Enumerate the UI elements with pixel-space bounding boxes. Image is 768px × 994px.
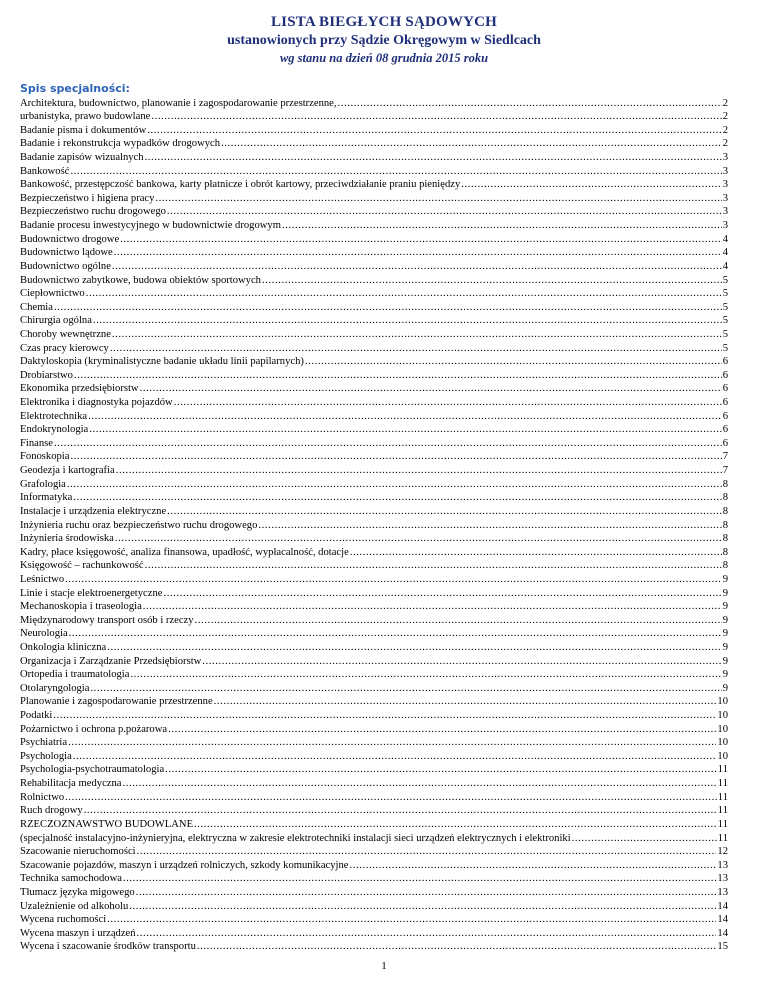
- toc-entry-label: Podatki: [20, 710, 53, 722]
- toc-entry-label: Księgowość – rachunkowość: [20, 560, 144, 572]
- toc-entry-label: Finanse: [20, 437, 53, 449]
- toc-entry-label: Elektrotechnika: [20, 410, 88, 422]
- toc-entry[interactable]: [20, 423, 728, 437]
- toc-dot-leader: [122, 777, 716, 790]
- toc-entry-label: Czas pracy kierowcy: [20, 342, 109, 354]
- toc-entry[interactable]: [20, 790, 728, 804]
- toc-dot-leader: [107, 913, 716, 926]
- toc-entry-page: 8: [722, 478, 728, 490]
- toc-entry-page: 5: [722, 301, 728, 313]
- toc-entry[interactable]: [20, 96, 728, 110]
- toc-dot-leader: [112, 328, 722, 341]
- table-of-contents: [20, 96, 728, 953]
- toc-entry[interactable]: [20, 858, 728, 872]
- toc-entry[interactable]: [20, 586, 728, 600]
- toc-entry-label: Uzależnienie od alkoholu: [20, 900, 129, 912]
- toc-entry-page: 5: [722, 288, 728, 300]
- toc-entry-label: Ciepłownictwo: [20, 288, 85, 300]
- toc-entry[interactable]: [20, 314, 728, 328]
- toc-dot-leader: [258, 519, 721, 532]
- toc-dot-leader: [107, 641, 722, 654]
- toc-entry-label: Grafologia: [20, 478, 66, 490]
- toc-dot-leader: [137, 845, 717, 858]
- toc-dot-leader: [69, 627, 722, 640]
- toc-entry-label: Ortopedia i traumatologia: [20, 669, 130, 681]
- toc-dot-leader: [115, 532, 722, 545]
- toc-dot-leader: [195, 614, 722, 627]
- toc-entry-page: 10: [717, 710, 728, 722]
- toc-entry-label: Instalacje i urządzenia elektryczne: [20, 505, 167, 517]
- toc-entry-page: 10: [717, 750, 728, 762]
- toc-entry-page: 11: [717, 818, 728, 830]
- toc-entry[interactable]: [20, 532, 728, 546]
- toc-entry-page: 5: [722, 342, 728, 354]
- toc-dot-leader: [67, 478, 722, 491]
- toc-entry[interactable]: [20, 572, 728, 586]
- toc-dot-leader: [168, 723, 716, 736]
- toc-dot-leader: [89, 423, 721, 436]
- toc-entry-label: urbanistyka, prawo budowlane: [20, 111, 151, 123]
- toc-dot-leader: [86, 287, 722, 300]
- toc-dot-leader: [197, 940, 717, 953]
- toc-entry-label: Bankowość, przestępczość bankowa, karty płatnicze i obrót kartowy, przeciwdziałanie praniu pieniędzy: [20, 179, 461, 191]
- toc-entry[interactable]: [20, 205, 728, 219]
- toc-dot-leader: [145, 151, 722, 164]
- toc-entry-page: 3: [722, 220, 728, 232]
- toc-entry-page: 8: [722, 560, 728, 572]
- toc-dot-leader: [202, 655, 721, 668]
- toc-entry[interactable]: [20, 872, 728, 886]
- toc-entry-label: Inżynieria ruchu oraz bezpieczeństwo ruchu drogowego: [20, 519, 258, 531]
- toc-dot-leader: [221, 137, 722, 150]
- toc-entry-page: 14: [717, 927, 728, 939]
- toc-entry-label: Psychologia-psychotraumatologia: [20, 764, 165, 776]
- toc-entry[interactable]: [20, 817, 728, 831]
- toc-entry[interactable]: [20, 164, 728, 178]
- toc-entry[interactable]: [20, 355, 728, 369]
- toc-dot-leader: [147, 124, 721, 137]
- toc-dot-leader: [65, 791, 717, 804]
- toc-entry[interactable]: [20, 341, 728, 355]
- toc-dot-leader: [110, 342, 722, 355]
- toc-entry-page: 11: [717, 791, 728, 803]
- toc-entry[interactable]: [20, 681, 728, 695]
- toc-entry-page: 3: [722, 152, 728, 164]
- toc-dot-leader: [572, 832, 717, 845]
- toc-entry-page: 12: [717, 846, 728, 858]
- toc-entry[interactable]: [20, 763, 728, 777]
- toc-entry[interactable]: [20, 327, 728, 341]
- toc-entry-page: 2: [722, 138, 728, 150]
- toc-entry-label: Rehabilitacja medyczna: [20, 778, 122, 790]
- toc-entry-page: 3: [722, 192, 728, 204]
- toc-entry-label: Wycena i szacowanie środków transportu: [20, 941, 196, 953]
- toc-entry-label: Badanie i rekonstrukcja wypadków drogowych: [20, 138, 221, 150]
- toc-entry-label: Badanie zapisów wizualnych: [20, 152, 144, 164]
- toc-dot-leader: [262, 274, 722, 287]
- toc-entry[interactable]: [20, 246, 728, 260]
- toc-entry-label: Technika samochodowa: [20, 873, 122, 885]
- toc-dot-leader: [282, 219, 722, 232]
- toc-entry[interactable]: [20, 191, 728, 205]
- toc-entry-page: 10: [717, 737, 728, 749]
- toc-entry-label: Drobiarstwo: [20, 369, 73, 381]
- toc-dot-leader: [53, 709, 716, 722]
- toc-entry[interactable]: [20, 368, 728, 382]
- toc-entry-label: Badanie procesu inwestycyjnego w budownictwie drogowym: [20, 220, 281, 232]
- toc-entry[interactable]: [20, 654, 728, 668]
- toc-entry-page: 8: [722, 505, 728, 517]
- toc-dot-leader: [54, 301, 722, 314]
- toc-entry[interactable]: [20, 300, 728, 314]
- toc-entry-label: Organizacja i Zarządzanie Przedsiębiorstw: [20, 655, 202, 667]
- toc-entry-label: Bezpieczeństwo i higiena pracy: [20, 192, 155, 204]
- toc-entry-page: 2: [722, 97, 728, 109]
- document-date-line: wg stanu na dzień 08 grudnia 2015 roku: [279, 51, 489, 65]
- toc-entry-label: Rolnictwo: [20, 791, 65, 803]
- toc-entry-page: 8: [722, 492, 728, 504]
- toc-entry[interactable]: [20, 804, 728, 818]
- toc-dot-leader: [123, 872, 716, 885]
- toc-entry[interactable]: [20, 463, 728, 477]
- toc-entry-page: 11: [717, 805, 728, 817]
- toc-entry-page: 3: [722, 206, 728, 218]
- toc-entry-label: Chirurgia ogólna: [20, 315, 92, 327]
- toc-entry[interactable]: [20, 708, 728, 722]
- toc-entry-page: 13: [717, 886, 728, 898]
- toc-entry-page: 5: [722, 315, 728, 327]
- toc-entry-page: 9: [722, 628, 728, 640]
- toc-dot-leader: [151, 110, 721, 123]
- toc-heading: Spis specjalności:: [20, 82, 130, 95]
- toc-entry-label: Budownictwo ogólne: [20, 260, 111, 272]
- toc-dot-leader: [338, 97, 722, 110]
- toc-entry-label: Tłumacz języka migowego: [20, 886, 135, 898]
- toc-entry[interactable]: [20, 913, 728, 927]
- toc-entry[interactable]: [20, 395, 728, 409]
- toc-entry[interactable]: [20, 749, 728, 763]
- toc-dot-leader: [214, 695, 717, 708]
- toc-entry-page: 8: [722, 519, 728, 531]
- toc-entry-label: Architektura, budownictwo, planowanie i zagospodarowanie przestrzenne,: [20, 97, 337, 109]
- toc-entry-page: 9: [722, 669, 728, 681]
- toc-entry-label: Daktyloskopia (kryminalistyczne badanie układu linii papilarnych): [20, 356, 304, 368]
- toc-entry[interactable]: [20, 110, 728, 124]
- toc-dot-leader: [73, 750, 717, 763]
- toc-entry-label: Linie i stacje elektroenergetyczne: [20, 587, 163, 599]
- toc-entry-label: Geodezja i kartografia: [20, 465, 115, 477]
- toc-entry[interactable]: [20, 940, 728, 954]
- toc-entry[interactable]: [20, 218, 728, 232]
- toc-entry-page: 4: [722, 260, 728, 272]
- toc-entry-page: 6: [722, 437, 728, 449]
- toc-dot-leader: [93, 314, 722, 327]
- toc-dot-leader: [155, 192, 721, 205]
- toc-entry[interactable]: [20, 831, 728, 845]
- toc-entry-label: Onkologia kliniczna: [20, 641, 107, 653]
- toc-entry-page: 6: [722, 356, 728, 368]
- toc-dot-leader: [65, 573, 722, 586]
- toc-dot-leader: [129, 900, 716, 913]
- toc-entry[interactable]: [20, 736, 728, 750]
- toc-dot-leader: [194, 818, 717, 831]
- toc-entry-label: Psychologia: [20, 750, 72, 762]
- toc-dot-leader: [137, 927, 717, 940]
- toc-entry-label: Pożarnictwo i ochrona p.pożarowa: [20, 723, 168, 735]
- toc-entry-label: Szacowanie pojazdów, maszyn i urządzeń rolniczych, szkody komunikacyjne: [20, 859, 349, 871]
- toc-entry[interactable]: [20, 545, 728, 559]
- toc-entry-label: Ekonomika przedsiębiorstw: [20, 383, 139, 395]
- toc-entry-label: Neurologia: [20, 628, 68, 640]
- toc-entry-page: 6: [722, 410, 728, 422]
- toc-dot-leader: [350, 546, 722, 559]
- toc-entry-page: 9: [722, 655, 728, 667]
- toc-entry[interactable]: [20, 722, 728, 736]
- toc-dot-leader: [68, 736, 716, 749]
- toc-dot-leader: [112, 260, 722, 273]
- document-title: LISTA BIEGŁYCH SĄDOWYCH: [270, 14, 498, 30]
- toc-entry[interactable]: [20, 776, 728, 790]
- toc-entry-page: 7: [722, 465, 728, 477]
- toc-entry-page: 9: [722, 587, 728, 599]
- toc-entry-label: Elektronika i diagnostyka pojazdów: [20, 397, 173, 409]
- toc-dot-leader: [167, 205, 722, 218]
- toc-entry-label: Międzynarodowy transport osób i rzeczy: [20, 614, 194, 626]
- toc-dot-leader: [114, 246, 722, 259]
- toc-dot-leader: [461, 178, 721, 191]
- toc-entry-page: 9: [722, 601, 728, 613]
- toc-entry-label: Psychiatria: [20, 737, 68, 749]
- toc-entry-label: Budownictwo lądowe: [20, 247, 113, 259]
- toc-entry-page: 3: [722, 165, 728, 177]
- toc-dot-leader: [163, 587, 721, 600]
- toc-entry-label: Leśnictwo: [20, 573, 65, 585]
- toc-entry[interactable]: [20, 504, 728, 518]
- toc-entry[interactable]: [20, 695, 728, 709]
- toc-dot-leader: [120, 233, 722, 246]
- toc-entry[interactable]: [20, 178, 728, 192]
- toc-entry-label: (specjalność instalacyjno-inżynieryjna, elektryczna w zakresie elektrotechniki instalacji sieci urządzeń elektrycznych i elektroniki: [20, 832, 571, 844]
- toc-entry[interactable]: [20, 123, 728, 137]
- toc-entry-label: Choroby wewnętrzne: [20, 328, 111, 340]
- toc-entry-page: 2: [722, 124, 728, 136]
- toc-entry-page: 7: [722, 451, 728, 463]
- toc-entry-label: Fonoskopia: [20, 451, 70, 463]
- toc-entry-page: 3: [722, 179, 728, 191]
- toc-dot-leader: [88, 410, 722, 423]
- toc-entry-label: Budownictwo drogowe: [20, 233, 120, 245]
- toc-entry-page: 14: [717, 900, 728, 912]
- toc-dot-leader: [70, 450, 721, 463]
- toc-entry[interactable]: [20, 409, 728, 423]
- toc-entry-page: 15: [717, 941, 728, 953]
- toc-entry-page: 11: [717, 778, 728, 790]
- toc-dot-leader: [74, 369, 722, 382]
- toc-entry-page: 8: [722, 546, 728, 558]
- toc-entry-page: 10: [717, 696, 728, 708]
- toc-dot-leader: [349, 859, 716, 872]
- toc-dot-leader: [70, 165, 721, 178]
- toc-dot-leader: [167, 505, 722, 518]
- toc-dot-leader: [136, 886, 717, 899]
- toc-entry-page: 6: [722, 369, 728, 381]
- toc-entry-page: 5: [722, 274, 728, 286]
- toc-entry[interactable]: [20, 273, 728, 287]
- toc-entry[interactable]: [20, 559, 728, 573]
- toc-dot-leader: [305, 355, 722, 368]
- toc-entry-page: 14: [717, 914, 728, 926]
- toc-entry-label: Bezpieczeństwo ruchu drogowego: [20, 206, 166, 218]
- toc-entry[interactable]: [20, 613, 728, 627]
- toc-entry-page: 11: [717, 832, 728, 844]
- toc-entry-page: 13: [717, 859, 728, 871]
- toc-entry-label: Szacowanie nieruchomości: [20, 846, 136, 858]
- toc-entry-page: 13: [717, 873, 728, 885]
- toc-entry-label: Ruch drogowy: [20, 805, 83, 817]
- toc-entry-label: Wycena maszyn i urządzeń: [20, 927, 136, 939]
- toc-entry-page: 9: [722, 573, 728, 585]
- toc-entry-label: Wycena ruchomości: [20, 914, 107, 926]
- toc-entry-page: 5: [722, 328, 728, 340]
- toc-entry[interactable]: [20, 477, 728, 491]
- toc-entry-page: 6: [722, 397, 728, 409]
- toc-entry[interactable]: [20, 640, 728, 654]
- toc-entry[interactable]: [20, 382, 728, 396]
- page-number: 1: [381, 960, 387, 972]
- toc-entry[interactable]: [20, 259, 728, 273]
- toc-entry[interactable]: [20, 518, 728, 532]
- toc-dot-leader: [143, 600, 722, 613]
- toc-entry-label: Bankowość: [20, 165, 70, 177]
- toc-entry-label: Endokrynologia: [20, 424, 89, 436]
- toc-dot-leader: [54, 437, 722, 450]
- toc-entry[interactable]: [20, 150, 728, 164]
- toc-entry[interactable]: [20, 137, 728, 151]
- toc-entry[interactable]: [20, 899, 728, 913]
- toc-entry-label: Mechanoskopia i traseologia: [20, 601, 142, 613]
- toc-entry[interactable]: [20, 926, 728, 940]
- toc-entry-page: 8: [722, 533, 728, 545]
- toc-entry-page: 11: [717, 764, 728, 776]
- toc-entry-page: 6: [722, 424, 728, 436]
- toc-entry-page: 4: [722, 233, 728, 245]
- toc-entry-label: Inżynieria środowiska: [20, 533, 114, 545]
- toc-dot-leader: [130, 668, 721, 681]
- toc-entry-label: Planowanie i zagospodarowanie przestrzenne: [20, 696, 213, 708]
- toc-entry-page: 2: [722, 111, 728, 123]
- toc-entry[interactable]: [20, 450, 728, 464]
- toc-entry-label: Informatyka: [20, 492, 73, 504]
- toc-dot-leader: [84, 804, 717, 817]
- toc-entry[interactable]: [20, 287, 728, 301]
- toc-entry-page: 10: [717, 723, 728, 735]
- toc-dot-leader: [140, 382, 722, 395]
- toc-entry[interactable]: [20, 845, 728, 859]
- toc-entry-page: 4: [722, 247, 728, 259]
- toc-entry-label: RZECZOZNAWSTWO BUDOWLANE: [20, 818, 194, 830]
- toc-dot-leader: [165, 763, 717, 776]
- toc-entry[interactable]: [20, 627, 728, 641]
- toc-entry-label: Kadry, płace księgowość, analiza finansowa, upadłość, wypłacalność, dotacje: [20, 546, 349, 558]
- toc-entry-label: Otolaryngologia: [20, 682, 90, 694]
- toc-dot-leader: [174, 396, 722, 409]
- toc-dot-leader: [145, 559, 722, 572]
- toc-entry-page: 9: [722, 614, 728, 626]
- toc-entry[interactable]: [20, 600, 728, 614]
- toc-entry-page: 9: [722, 682, 728, 694]
- toc-entry[interactable]: [20, 885, 728, 899]
- toc-entry[interactable]: [20, 436, 728, 450]
- document-subtitle: ustanowionych przy Sądzie Okręgowym w Siedlcach: [227, 33, 541, 48]
- toc-dot-leader: [73, 491, 721, 504]
- toc-entry-label: Chemia: [20, 301, 53, 313]
- document-header: [0, 12, 768, 67]
- toc-entry-page: 6: [722, 383, 728, 395]
- toc-entry[interactable]: [20, 232, 728, 246]
- toc-dot-leader: [116, 464, 722, 477]
- toc-dot-leader: [90, 682, 721, 695]
- toc-entry[interactable]: [20, 491, 728, 505]
- toc-entry[interactable]: [20, 668, 728, 682]
- toc-entry-page: 9: [722, 641, 728, 653]
- toc-entry-label: Badanie pisma i dokumentów: [20, 124, 147, 136]
- toc-entry-label: Budownictwo zabytkowe, budowa obiektów sportowych: [20, 274, 261, 286]
